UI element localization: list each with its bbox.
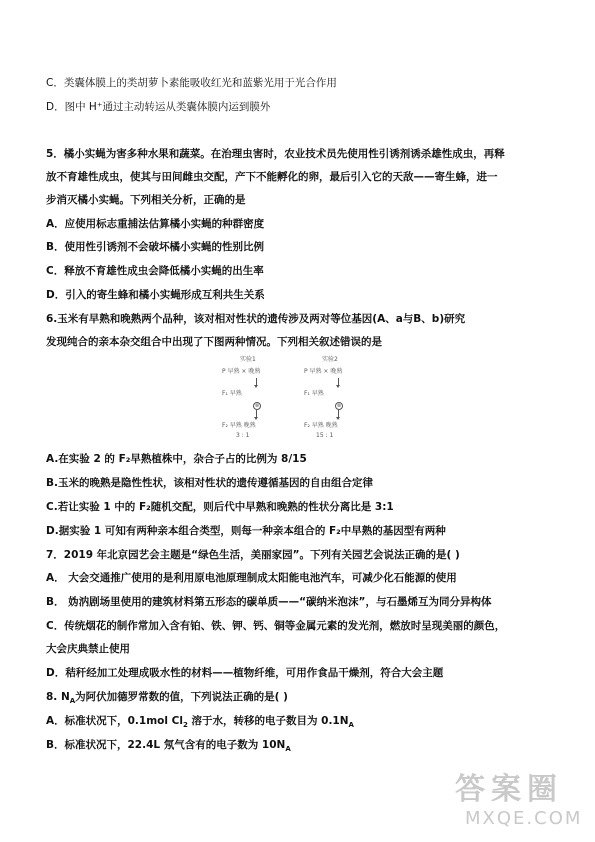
question-8-option-a-part-1: A．标准状况下，0.1mol Cl <box>46 715 183 727</box>
experiment-1-ratio: 3 : 1 <box>236 432 250 439</box>
experiment-2-f1: F₁ 早熟 <box>304 390 324 397</box>
arrow-icon <box>256 378 257 386</box>
option-c-photosynthesis: C．类囊体膜上的类胡萝卜素能吸收红光和蓝紫光用于光合作用 <box>46 77 337 89</box>
subscript-a: A <box>69 697 76 706</box>
genetics-cross-diagram <box>222 356 372 442</box>
question-6-option-d: D.据实验 1 可知有两种亲本组合类型，则每一种亲本组合的 F₂中早熟的基因型有两种 <box>46 525 446 537</box>
subscript-a: A <box>285 745 291 754</box>
question-5-stem-line-1: 5．橘小实蝇为害多种水果和蔬菜。在治理虫害时，农业技术员先使用性引诱剂诱杀雄性成虫，再释 <box>46 148 505 160</box>
self-cross-icon: ⊗ <box>336 403 342 409</box>
question-8-number: 8. N <box>46 691 70 703</box>
question-8-option-a-part-2: 溶于水，转移的电子数目为 0.1N <box>187 715 349 727</box>
experiment-1-f2: F₂ 早熟 晚熟 <box>222 422 256 429</box>
question-7-option-c-line-2: 大会庆典禁止使用 <box>46 643 130 655</box>
question-5-stem-line-2: 放不育雄性成虫，使其与田间雌虫交配，产下不能孵化的卵，最后引入它的天敌——寄生蜂，进一 <box>46 171 498 183</box>
experiment-1-title: 实验1 <box>240 356 256 363</box>
question-7-option-a: A． 大会交通推广使用的是利用原电池原理制成太阳能电池汽车，可减少化石能源的使用 <box>46 572 457 584</box>
question-6-stem-line-2: 发现纯合的亲本杂交组合中出现了下图两种情况。下列相关叙述错误的是 <box>46 336 382 348</box>
question-6-stem-line-1: 6.玉米有早熟和晚熟两个品种，该对相对性状的遗传涉及两对等位基因(A、a与B、b)研究 <box>46 313 466 325</box>
question-7-stem: 7．2019 年北京园艺会主题是“绿色生活，美丽家园”。下列有关园艺会说法正确的是( ) <box>46 549 460 561</box>
question-7-option-b: B． 妫汭剧场里使用的建筑材料第五形态的碳单质——“碳纳米泡沫”，与石墨烯互为同分异构体 <box>46 596 492 608</box>
option-d-photosynthesis: D．图中 H⁺通过主动转运从类囊体膜内运到膜外 <box>46 101 271 113</box>
experiment-2-f2: F₂ 早熟 晚熟 <box>304 422 338 429</box>
question-5-option-c: C．释放不育雄性成虫会降低橘小实蝇的出生率 <box>46 265 264 277</box>
question-8-stem-text: 为阿伏加德罗常数的值，下列说法正确的是( ) <box>75 691 288 703</box>
experiment-1 <box>222 356 290 442</box>
subscript-a: A <box>348 721 354 730</box>
question-8-option-b <box>46 738 558 752</box>
question-5-option-a: A．应使用标志重捕法估算橘小实蝇的种群密度 <box>46 218 265 230</box>
experiment-1-parents: P 早熟 × 晚熟 <box>222 368 261 375</box>
question-7-option-d: D．秸秆经加工处理成吸水性的材料——植物纤维，可用作食品干燥剂，符合大会主题 <box>46 667 444 679</box>
arrow-icon <box>256 410 257 418</box>
experiment-2-parents: P 早熟 × 晚熟 <box>304 368 343 375</box>
watermark-url: MXQE.COM <box>465 808 583 829</box>
question-8-option-b-text: B．标准状况下，22.4L 氖气含有的电子数为 10N <box>46 739 286 751</box>
experiment-2-title: 实验2 <box>322 356 338 363</box>
experiment-2 <box>304 356 372 442</box>
watermark-logo <box>437 764 587 834</box>
experiment-2-ratio: 15 : 1 <box>316 432 334 439</box>
question-8-option-a <box>46 714 558 728</box>
arrow-icon <box>338 378 339 386</box>
question-5-option-d: D．引入的寄生蜂和橘小实蝇形成互利共生关系 <box>46 289 265 301</box>
question-8-stem <box>46 690 558 704</box>
arrow-icon <box>338 410 339 418</box>
question-6-option-a: A.在实验 2 的 F₂早熟植株中，杂合子占的比例为 8/15 <box>46 453 307 465</box>
question-6-option-c: C.若让实验 1 中的 F₂随机交配，则后代中早熟和晚熟的性状分离比是 3:1 <box>46 501 394 513</box>
experiment-1-f1: F₁ 早熟 <box>222 390 242 397</box>
self-cross-icon: ⊗ <box>254 403 260 409</box>
question-6-option-b: B.玉米的晚熟是隐性性状，该相对性状的遗传遵循基因的自由组合定律 <box>46 477 373 489</box>
question-5-option-b: B．使用性引诱剂不会破坏橘小实蝇的性别比例 <box>46 241 265 253</box>
question-7-option-c-line-1: C．传统烟花的制作常加入含有铂、铁、钾、钙、铜等金属元素的发光剂，燃放时呈现美丽的颜色， <box>46 620 506 632</box>
question-5-stem-line-3: 步消灭橘小实蝇。下列相关分析，正确的是 <box>46 194 246 206</box>
watermark-text: 答案圈 <box>455 772 563 807</box>
subscript-2: 2 <box>182 721 188 730</box>
